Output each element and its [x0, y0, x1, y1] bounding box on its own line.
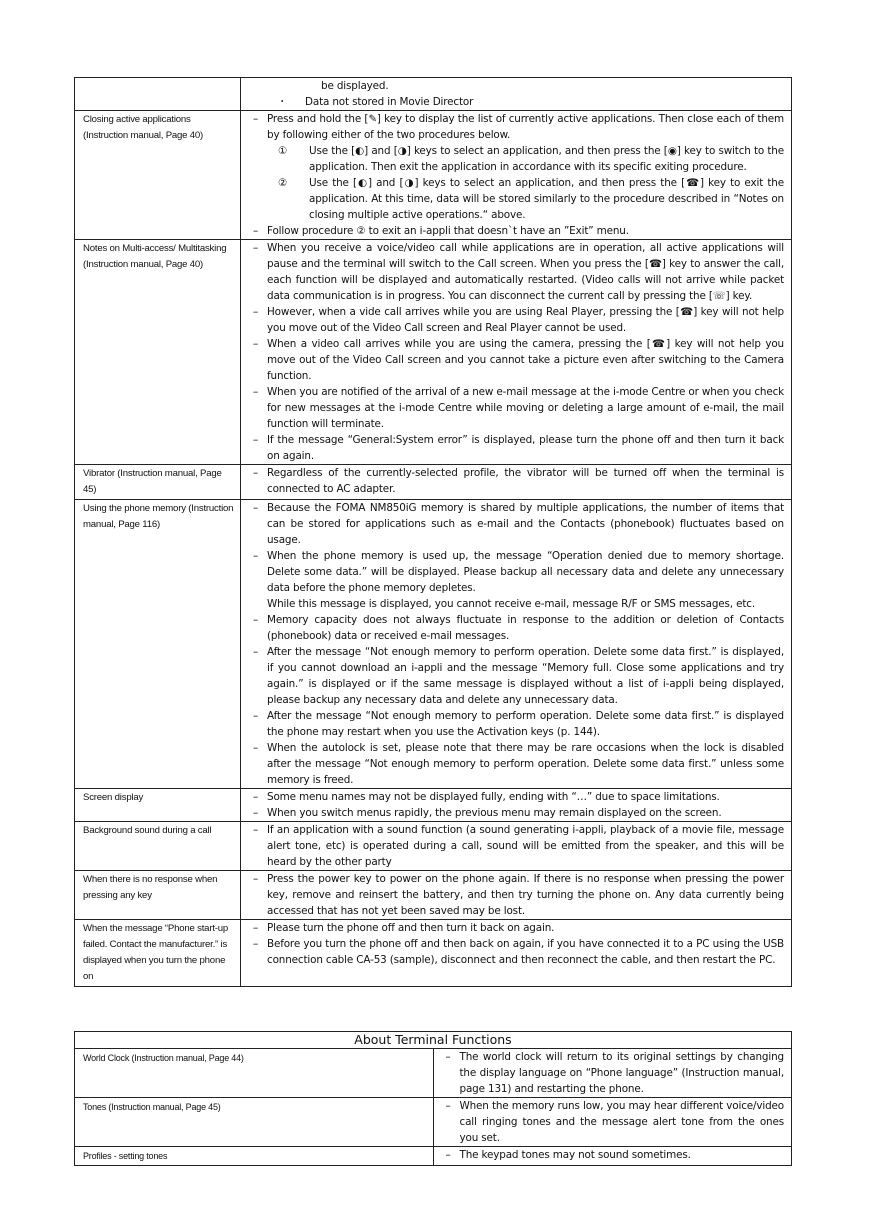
row-label: Using the phone memory (Instruction manual, Page 116) [75, 500, 241, 789]
continuation-text: be displayed. [321, 80, 389, 92]
item-text: Use the [◐] and [◑] keys to select an application, and then press the [◉] key to switch to the application. Then exit the application in accordance with its specific exiting procedure. [309, 145, 784, 173]
row-label [75, 78, 241, 111]
bullet-item: – Press and hold the [✎] key to display the list of currently active applications. Then close each of them by following either of the two procedures below. [241, 111, 784, 143]
bullet-item: – The keypad tones may not sound sometimes. [434, 1147, 785, 1163]
bullet-item: – If an application with a sound function (a sound generating i-appli, playback of a movie file, message alert tone, etc) is operated during a call, sound will be emitted from the speaker, and this will be heard by the other party [241, 822, 784, 870]
bullet-item: – Press the power key to power on the phone again. If there is no response when pressing the power key, remove and reinsert the battery, and then try turning the phone on. Any data currently being accessed that has not yet been saved may be lost. [241, 871, 784, 919]
continuation-text: While this message is displayed, you cannot receive e-mail, message R/F or SMS messages, etc. [267, 598, 755, 610]
row-label: Closing active applications (Instruction manual, Page 40) [75, 111, 241, 240]
table-row [75, 111, 792, 240]
row-content [241, 111, 792, 240]
bullet-item: – When a video call arrives while you are using the camera, pressing the [☎] key will not help you move out of the Video Call screen and you cannot take a picture even after switching to the Camera function. [241, 336, 784, 384]
terminal-functions-table [74, 1031, 792, 1166]
table-row [75, 1147, 792, 1166]
row-content [241, 789, 792, 822]
bullet-item: – After the message “Not enough memory to perform operation. Delete some data first.” is displayed the phone may restart when you use the Activation keys (p. 144). [241, 708, 784, 740]
bullet-item: – Memory capacity does not always fluctuate in response to the addition or deletion of Contacts (phonebook) data or received e-mail messages. [241, 612, 784, 644]
row-content [241, 920, 792, 987]
row-content [241, 871, 792, 920]
notes-table [74, 77, 792, 987]
row-content [433, 1049, 792, 1098]
row-content [241, 240, 792, 465]
table-row [75, 1049, 792, 1098]
bullet-item: – When you switch menus rapidly, the previous menu may remain displayed on the screen. [241, 805, 784, 821]
table-row [75, 789, 792, 822]
section-heading-row [75, 1032, 792, 1049]
item-text: Use the [◐] and [◑] keys to select an application, and then press the [☎] key to exit the application. At this time, data will be stored similarly to the procedure described in “Notes on closing multiple active operations.“ above. [309, 177, 784, 221]
bullet-item: – When the autolock is set, please note that there may be rare occasions when the lock is disabled after the message “Not enough memory to perform operation. Delete some data first.” unless some memory is freed. [241, 740, 784, 788]
row-label: When there is no response when pressing any key [75, 871, 241, 920]
item-marker: ・ [277, 96, 288, 108]
bullet-item: – When the memory runs low, you may hear different voice/video call ringing tones and the message alert tone from the ones you set. [434, 1098, 785, 1146]
row-content [433, 1147, 792, 1166]
row-label: Vibrator (Instruction manual, Page 45) [75, 465, 241, 500]
row-content [241, 822, 792, 871]
row-label: Profiles - setting tones [75, 1147, 434, 1166]
item-text: Data not stored in Movie Director [305, 96, 474, 108]
table-row [75, 871, 792, 920]
row-content [241, 78, 792, 111]
row-label: Notes on Multi-access/ Multitasking (Instruction manual, Page 40) [75, 240, 241, 465]
row-content [241, 500, 792, 789]
row-label: Background sound during a call [75, 822, 241, 871]
table-row [75, 822, 792, 871]
bullet-item: – However, when a vide call arrives while you are using Real Player, pressing the [☎] key will not help you move out of the Video Call screen and Real Player cannot be used. [241, 304, 784, 336]
bullet-item: – When you receive a voice/video call while applications are in operation, all active applications will pause and the terminal will switch to the Call screen. When you press the [☎] key to answer the call, each function will be displayed and automatically restarted. (Video calls will not arrive while packet data communication is in progress. You can disconnect the current call by pressing the [☏] key. [241, 240, 784, 304]
bullet-item: – After the message “Not enough memory to perform operation. Delete some data first.” is displayed, if you cannot download an i-appli and the message “Memory full. Close some applications and try again.” is displayed or if the same message is displayed without a list of i-appli being displayed, please backup any necessary data and delete any unnecessary data. [241, 644, 784, 708]
item-marker: ① [278, 145, 288, 157]
bullet-item: – Follow procedure ② to exit an i-appli that doesn`t have an ”Exit” menu. [241, 223, 784, 239]
numbered-step [241, 175, 784, 223]
table-row [75, 920, 792, 987]
row-label: Tones (Instruction manual, Page 45) [75, 1098, 434, 1147]
terminal-functions-table-body [75, 1032, 792, 1166]
table-row [75, 465, 792, 500]
dot-item [241, 94, 784, 110]
item-marker: ② [278, 177, 288, 189]
bullet-item: – Because the FOMA NM850iG memory is shared by multiple applications, the number of items that can be stored for applications such as e-mail and the Contacts (phonebook) fluctuates based on usage. [241, 500, 784, 548]
bullet-item: – Some menu names may not be displayed fully, ending with “…” due to space limitations. [241, 789, 784, 805]
row-label: When the message “Phone start-up failed. Contact the manufacturer.” is displayed when you turn the phone on [75, 920, 241, 987]
row-label: Screen display [75, 789, 241, 822]
notes-table-body [75, 78, 792, 987]
bullet-item: – When you are notified of the arrival of a new e-mail message at the i-mode Centre or when you check for new messages at the i-mode Centre while moving or deleting a large amount of e-mail, the mail function will terminate. [241, 384, 784, 432]
row-label: World Clock (Instruction manual, Page 44) [75, 1049, 434, 1098]
table-row [75, 240, 792, 465]
bullet-item: – When the phone memory is used up, the message “Operation denied due to memory shortage. Delete some data.” will be displayed. Please backup all necessary data and delete any unnecessary data before the phone memory depletes. [241, 548, 784, 596]
row-content [433, 1098, 792, 1147]
section-heading: About Terminal Functions [75, 1032, 792, 1049]
table-row [75, 1098, 792, 1147]
table-row [75, 78, 792, 111]
bullet-item: – The world clock will return to its original settings by changing the display language on “Phone language” (Instruction manual, page 131) and restarting the phone. [434, 1049, 785, 1097]
bullet-item: – Regardless of the currently-selected profile, the vibrator will be turned off when the terminal is connected to AC adapter. [241, 465, 784, 497]
bullet-item: – If the message “General:System error” is displayed, please turn the phone off and then turn it back on again. [241, 432, 784, 464]
numbered-step [241, 143, 784, 175]
table-row [75, 500, 792, 789]
bullet-item: – Before you turn the phone off and then back on again, if you have connected it to a PC using the USB connection cable CA-53 (sample), disconnect and then reconnect the cable, and then restart the PC. [241, 936, 784, 968]
row-content [241, 465, 792, 500]
bullet-item: – Please turn the phone off and then turn it back on again. [241, 920, 784, 936]
